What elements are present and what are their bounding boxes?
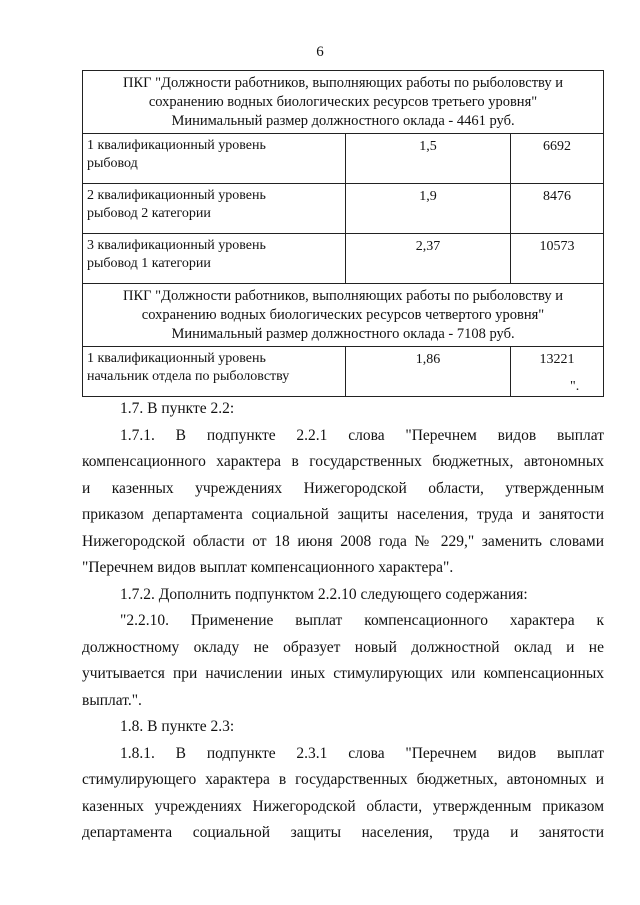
- level-cell: [83, 184, 346, 234]
- text-line: департамента социальной защиты населения, труда и занятости: [82, 824, 604, 841]
- table-row: [83, 347, 604, 397]
- text-line: 1.7.1. В подпункте 2.2.1 слова "Перечнем видов выплат: [120, 426, 604, 444]
- paragraph-1-8: 1.8. В пункте 2.3:: [120, 718, 235, 735]
- level-cell: [83, 347, 346, 397]
- group-header-row: [83, 71, 604, 134]
- salary-table: [82, 70, 604, 397]
- table-closing-quote: ".: [570, 379, 580, 394]
- salary-cell: 6692: [511, 134, 604, 184]
- coefficient-cell: 2,37: [346, 234, 511, 284]
- group-header: [83, 284, 604, 347]
- salary-cell: 10573: [511, 234, 604, 284]
- text-line: компенсационного характера в государственных бюджетных, автономных: [82, 453, 604, 470]
- header-line: Минимальный размер должностного оклада - 7108 руб.: [171, 326, 515, 342]
- coefficient-cell: 1,9: [346, 184, 511, 234]
- level-cell: [83, 134, 346, 184]
- level-label: 1 квалификационный уровень: [87, 138, 266, 153]
- level-label: 1 квалификационный уровень: [87, 351, 266, 366]
- text-line: и казенных учреждениях Нижегородской области, утвержденным: [82, 479, 604, 497]
- group-header: [83, 71, 604, 134]
- header-line: ПКГ "Должности работников, выполняющих работы по рыболовству и: [122, 288, 564, 304]
- position-label: рыбовод 1 категории: [87, 256, 211, 271]
- paragraph-1-7-1: [82, 423, 604, 582]
- position-label: начальник отдела по рыболовству: [87, 369, 290, 384]
- body-text: [82, 396, 604, 847]
- level-label: 2 квалификационный уровень: [87, 188, 266, 203]
- salary-cell: 8476: [511, 184, 604, 234]
- text-line: должностному окладу не образует новый должностной оклад и не: [82, 638, 604, 656]
- text-line: казенных учреждениях Нижегородской области, утвержденным приказом: [82, 797, 604, 815]
- position-label: рыбовод: [87, 156, 138, 171]
- table-row: [83, 134, 604, 184]
- text-line: "Перечнем видов выплат компенсационного характера".: [82, 559, 454, 576]
- level-cell: [83, 234, 346, 284]
- table-row: [83, 234, 604, 284]
- paragraph-1-8-1: [82, 741, 604, 847]
- text-line: приказом департамента социальной защиты населения, труда и занятости: [82, 506, 604, 523]
- paragraph-1-7: 1.7. В пункте 2.2:: [120, 400, 235, 417]
- text-line: 1.8.1. В подпункте 2.3.1 слова "Перечнем видов выплат: [120, 744, 604, 762]
- text-line: "2.2.10. Применение выплат компенсационного характера к: [120, 612, 604, 629]
- salary-cell: 13221: [511, 347, 604, 397]
- text-line: Нижегородской области от 18 июня 2008 года № 229," заменить словами: [82, 532, 604, 550]
- header-line: сохранению водных биологических ресурсов третьего уровня": [148, 94, 538, 110]
- table-row: [83, 184, 604, 234]
- header-line: Минимальный размер должностного оклада - 4461 руб.: [171, 113, 515, 129]
- paragraph-2-2-10: [82, 608, 604, 714]
- group-header-row: [83, 284, 604, 347]
- text-line: учитывается при начислении иных стимулирующих или компенсационных: [82, 665, 604, 682]
- coefficient-cell: 1,86: [346, 347, 511, 397]
- page-number: 6: [316, 44, 324, 60]
- text-line: выплат.".: [82, 691, 142, 709]
- text-line: стимулирующего характера в государственных бюджетных, автономных и: [82, 771, 604, 788]
- header-line: сохранению водных биологических ресурсов четвертого уровня": [141, 307, 545, 323]
- coefficient-cell: 1,5: [346, 134, 511, 184]
- level-label: 3 квалификационный уровень: [87, 238, 266, 253]
- header-line: ПКГ "Должности работников, выполняющих работы по рыболовству и: [122, 75, 564, 91]
- position-label: рыбовод 2 категории: [87, 206, 211, 221]
- paragraph-1-7-2: 1.7.2. Дополнить подпунктом 2.2.10 следующего содержания:: [120, 585, 528, 603]
